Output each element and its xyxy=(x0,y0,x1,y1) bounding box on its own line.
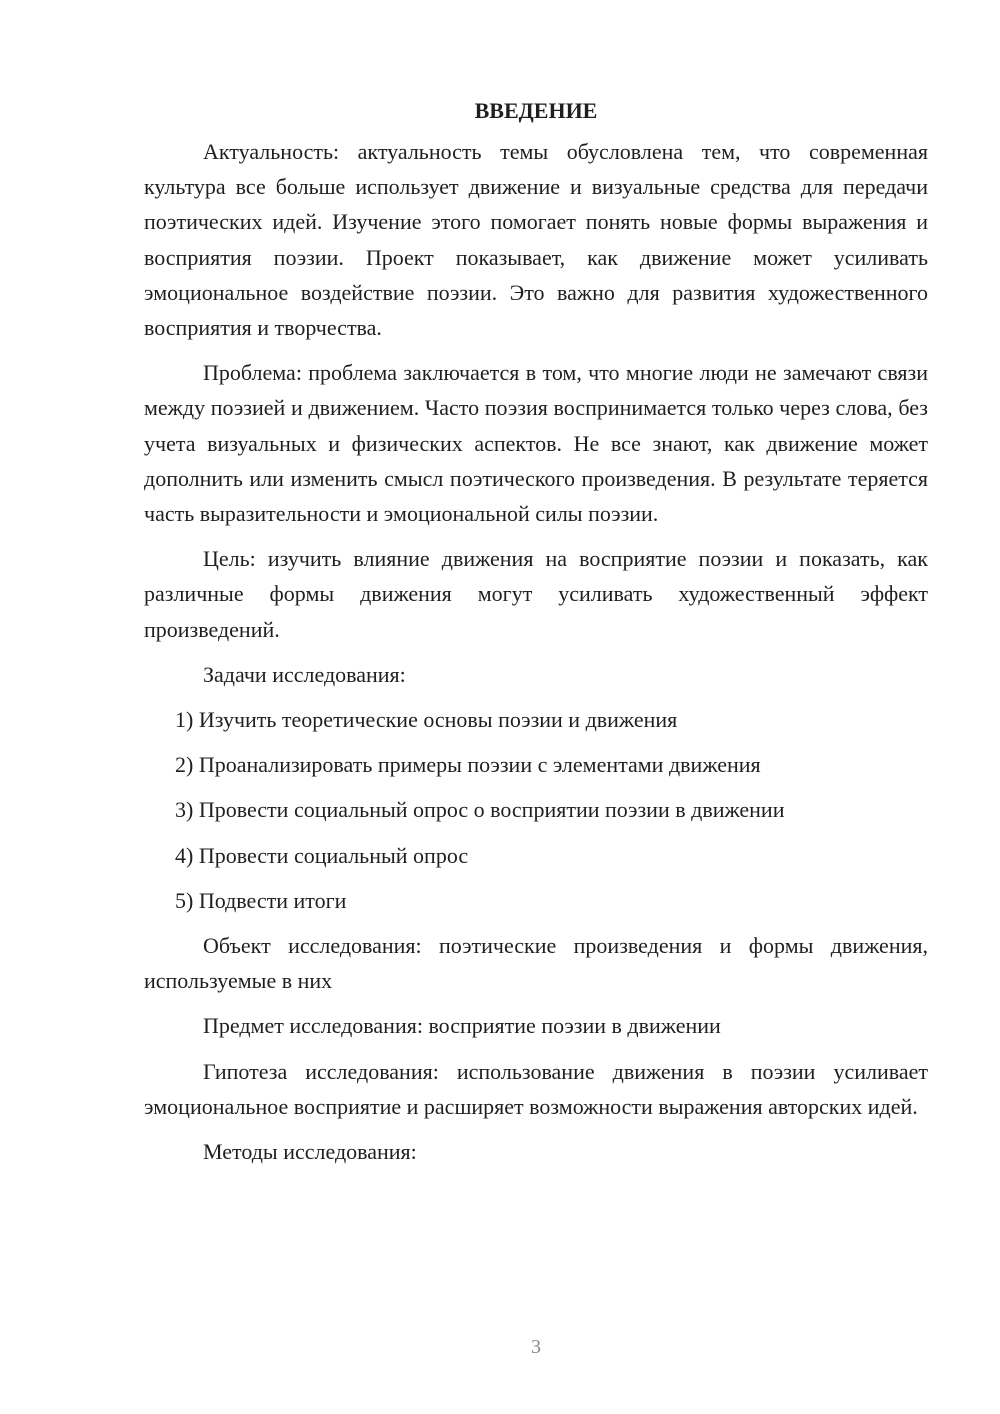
tasks-list xyxy=(144,702,928,918)
methods-heading: Методы исследования: xyxy=(203,1139,417,1165)
object-paragraph: Объект исследования: поэтические произведения и формы движения, используемые в них xyxy=(144,933,928,994)
hypothesis-paragraph: Гипотеза исследования: использование движения в поэзии усиливает эмоциональное восприятие и расширяет возможности выражения авторских идей. xyxy=(144,1058,928,1119)
section-title: ВВЕДЕНИЕ xyxy=(474,98,598,123)
list-item: 5) Подвести итоги xyxy=(175,887,347,913)
goal-paragraph: Цель: изучить влияние движения на восприятие поэзии и показать, как различные формы движения могут усиливать художественный эффект произведений. xyxy=(144,546,928,642)
page-content xyxy=(144,93,928,1179)
page-number: 3 xyxy=(531,1336,541,1358)
relevance-paragraph: Актуальность: актуальность темы обусловлена тем, что современная культура все больше использует движение и визуальные средства для передачи поэтических идей. Изучение этого помогает понять новые формы выражения и восприятия поэзии. Проект показывает, как движение может усиливать эмоциональное воздействие поэзии. Это важно для развития художественного восприятия и творчества. xyxy=(144,139,928,341)
list-item: 1) Изучить теоретические основы поэзии и движения xyxy=(175,707,678,733)
problem-paragraph: Проблема: проблема заключается в том, что многие люди не замечают связи между поэзией и движением. Часто поэзия воспринимается только через слова, без учета визуальных и физических аспектов. Не все знают, как движение может дополнить или изменить смысл поэтического произведения. В результате теряется часть выразительности и эмоциональной силы поэзии. xyxy=(144,360,928,527)
list-item: 4) Провести социальный опрос xyxy=(175,842,469,868)
subject-paragraph: Предмет исследования: восприятие поэзии в движении xyxy=(203,1013,721,1039)
list-item: 3) Провести социальный опрос о восприятии поэзии в движении xyxy=(175,797,785,823)
list-item: 2) Проанализировать примеры поэзии с элементами движения xyxy=(175,752,761,778)
tasks-heading: Задачи исследования: xyxy=(203,661,406,687)
